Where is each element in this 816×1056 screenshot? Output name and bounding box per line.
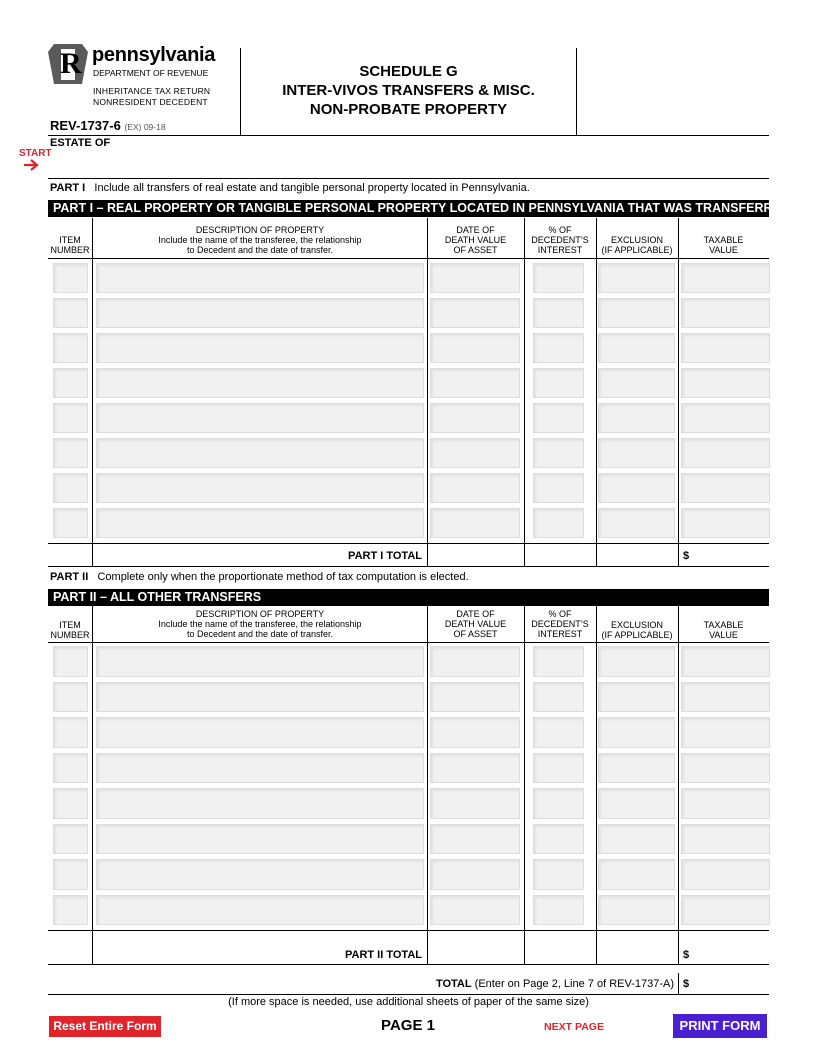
part2-total-rule	[48, 964, 769, 965]
col-tax-line1: TAXABLE	[703, 235, 744, 245]
department-name: DEPARTMENT OF REVENUE	[93, 68, 209, 78]
percent-interest-field[interactable]	[533, 263, 584, 293]
date-of-death-value-field[interactable]	[430, 508, 520, 538]
part2-total-label: PART II TOTAL	[345, 949, 422, 961]
taxable-value-field[interactable]	[681, 753, 770, 784]
exclusion-field[interactable]	[598, 824, 675, 855]
start-label: START	[19, 148, 52, 159]
col-pct-line3: INTEREST	[537, 245, 583, 255]
form-version: (EX) 09-18	[124, 122, 166, 132]
date-of-death-value-field[interactable]	[430, 263, 520, 293]
col-desc-line2-2: Include the name of the transferee, the relationship	[158, 619, 362, 629]
col-item-line1: ITEM	[59, 235, 81, 245]
part2-item-divider	[92, 606, 93, 964]
item-number-field[interactable]	[53, 333, 88, 363]
date-of-death-value-field[interactable]	[430, 895, 520, 926]
part1-col-divider	[524, 218, 525, 566]
percent-interest-field[interactable]	[533, 824, 584, 855]
percent-interest-field[interactable]	[533, 788, 584, 819]
part1-col-divider	[427, 218, 428, 566]
percent-interest-field[interactable]	[533, 403, 584, 433]
grand-total-rule	[48, 994, 769, 995]
col-dod-header	[427, 225, 524, 255]
col-dod-header-2	[427, 609, 524, 639]
col-desc-line2: Include the name of the transferee, the relationship	[158, 235, 362, 245]
grand-total-divider	[678, 973, 679, 994]
date-of-death-value-field[interactable]	[430, 788, 520, 819]
form-number-text: REV-1737-6	[50, 118, 121, 133]
reset-form-button[interactable]: Reset Entire Form	[49, 1016, 161, 1037]
col-excl-line2-2: (IF APPLICABLE)	[601, 630, 673, 640]
date-of-death-value-field[interactable]	[430, 368, 520, 398]
col-tax-line1-2: TAXABLE	[703, 620, 744, 630]
col-dod-line1-2: DATE OF	[456, 609, 495, 619]
item-number-field[interactable]	[53, 753, 88, 784]
taxable-value-field[interactable]	[681, 895, 770, 926]
exclusion-field[interactable]	[598, 859, 675, 890]
description-field[interactable]	[96, 263, 424, 293]
part1-col-divider	[596, 218, 597, 566]
item-number-field[interactable]	[53, 682, 88, 713]
taxable-value-field[interactable]	[681, 368, 770, 398]
taxable-value-field[interactable]	[681, 859, 770, 890]
exclusion-field[interactable]	[598, 298, 675, 328]
description-field[interactable]	[96, 788, 424, 819]
description-field[interactable]	[96, 682, 424, 713]
description-field[interactable]	[96, 298, 424, 328]
grand-total-note: (Enter on Page 2, Line 7 of REV-1737-A)	[474, 978, 674, 990]
taxable-value-field[interactable]	[681, 788, 770, 819]
taxable-value-field[interactable]	[681, 333, 770, 363]
description-field[interactable]	[96, 753, 424, 784]
date-of-death-value-field[interactable]	[430, 298, 520, 328]
description-field[interactable]	[96, 646, 424, 677]
taxable-value-field[interactable]	[681, 403, 770, 433]
part1-col-divider	[678, 218, 679, 566]
date-of-death-value-field[interactable]	[430, 682, 520, 713]
percent-interest-field[interactable]	[533, 859, 584, 890]
grand-total-field[interactable]	[693, 975, 771, 994]
estate-underline	[48, 178, 769, 179]
date-of-death-value-field[interactable]	[430, 473, 520, 503]
col-pct-header-2	[524, 609, 596, 639]
col-desc-line3-2: to Decedent and the date of transfer.	[186, 629, 334, 639]
taxable-value-field[interactable]	[681, 682, 770, 713]
percent-interest-field[interactable]	[533, 646, 584, 677]
description-field[interactable]	[96, 473, 424, 503]
item-number-field[interactable]	[53, 717, 88, 748]
logo-letter: R	[60, 47, 82, 80]
col-pct-line1-2: % OF	[548, 609, 572, 619]
print-form-button[interactable]: PRINT FORM	[673, 1014, 767, 1038]
part1-header-rule	[48, 258, 769, 259]
description-field[interactable]	[96, 333, 424, 363]
exclusion-field[interactable]	[598, 263, 675, 293]
percent-interest-field[interactable]	[533, 473, 584, 503]
col-description-header-2	[93, 609, 427, 639]
page-title	[241, 62, 576, 119]
col-pct-line2-2: DECEDENT’S	[531, 619, 589, 629]
col-dod-line1: DATE OF	[456, 225, 495, 235]
date-of-death-value-field[interactable]	[430, 717, 520, 748]
date-of-death-value-field[interactable]	[430, 646, 520, 677]
description-field[interactable]	[96, 824, 424, 855]
part1-total-currency: $	[683, 550, 690, 562]
title-line-1: SCHEDULE G	[359, 63, 458, 80]
date-of-death-value-field[interactable]	[430, 824, 520, 855]
item-number-field[interactable]	[53, 824, 88, 855]
col-desc-line3: to Decedent and the date of transfer.	[186, 245, 334, 255]
percent-interest-field[interactable]	[533, 298, 584, 328]
col-desc-line1: DESCRIPTION OF PROPERTY	[195, 225, 325, 235]
col-exclusion-header	[596, 235, 678, 255]
item-number-field[interactable]	[53, 859, 88, 890]
grand-total-label: TOTAL	[435, 978, 472, 990]
grand-total-currency: $	[683, 978, 690, 990]
exclusion-field[interactable]	[598, 438, 675, 468]
col-excl-line2: (IF APPLICABLE)	[601, 245, 673, 255]
keystone-logo	[48, 44, 88, 84]
decedent-type: NONRESIDENT DECEDENT	[93, 97, 208, 107]
header-divider-right	[576, 48, 577, 135]
col-dod-line3: OF ASSET	[453, 245, 498, 255]
grand-total	[300, 978, 674, 991]
header-bottom-rule	[48, 135, 769, 136]
item-number-field[interactable]	[53, 263, 88, 293]
exclusion-field[interactable]	[598, 895, 675, 926]
part2-header-rule	[48, 642, 769, 643]
part1-item-divider	[92, 218, 93, 566]
col-item-line2: NUMBER	[50, 245, 90, 255]
taxable-value-field[interactable]	[681, 508, 770, 538]
part2-rows-rule	[48, 930, 769, 931]
page-number: PAGE 1	[381, 1017, 435, 1034]
date-of-death-value-field[interactable]	[430, 438, 520, 468]
item-number-field[interactable]	[53, 368, 88, 398]
col-desc-line1-2: DESCRIPTION OF PROPERTY	[195, 609, 325, 619]
part2-intro-label: PART II	[50, 571, 89, 583]
exclusion-field[interactable]	[598, 333, 675, 363]
col-pct-header	[524, 225, 596, 255]
description-field[interactable]	[96, 368, 424, 398]
taxable-value-field[interactable]	[681, 438, 770, 468]
col-tax-line2-2: VALUE	[709, 630, 738, 640]
part1-intro-text: Include all transfers of real estate and tangible personal property located in Pennsylvania.	[94, 182, 530, 194]
date-of-death-value-field[interactable]	[430, 753, 520, 784]
exclusion-field[interactable]	[598, 473, 675, 503]
item-number-field[interactable]	[53, 403, 88, 433]
exclusion-field[interactable]	[598, 788, 675, 819]
col-excl-line1-2: EXCLUSION	[610, 620, 663, 630]
part2-col-divider	[596, 606, 597, 964]
taxable-value-field[interactable]	[681, 263, 770, 293]
part1-intro-label: PART I	[50, 182, 86, 194]
description-field[interactable]	[96, 895, 424, 926]
taxable-value-field[interactable]	[681, 646, 770, 677]
estate-name-field[interactable]	[110, 150, 769, 174]
part2-col-divider	[524, 606, 525, 964]
taxable-value-field[interactable]	[681, 717, 770, 748]
exclusion-field[interactable]	[598, 717, 675, 748]
percent-interest-field[interactable]	[533, 753, 584, 784]
percent-interest-field[interactable]	[533, 682, 584, 713]
percent-interest-field[interactable]	[533, 508, 584, 538]
date-of-death-value-field[interactable]	[430, 333, 520, 363]
part1-total-label: PART I TOTAL	[348, 550, 422, 562]
exclusion-field[interactable]	[598, 403, 675, 433]
col-item-header-2	[48, 620, 92, 640]
exclusion-field[interactable]	[598, 646, 675, 677]
col-taxable-header-2	[678, 620, 769, 640]
taxable-value-field[interactable]	[681, 473, 770, 503]
col-excl-line1: EXCLUSION	[610, 235, 663, 245]
item-number-field[interactable]	[53, 646, 88, 677]
col-dod-line3-2: OF ASSET	[453, 629, 498, 639]
taxable-value-field[interactable]	[681, 824, 770, 855]
estate-of-label: ESTATE OF	[50, 137, 111, 149]
percent-interest-field[interactable]	[533, 895, 584, 926]
item-number-field[interactable]	[53, 438, 88, 468]
description-field[interactable]	[96, 403, 424, 433]
date-of-death-value-field[interactable]	[430, 859, 520, 890]
exclusion-field[interactable]	[598, 368, 675, 398]
col-taxable-header	[678, 235, 769, 255]
item-number-field[interactable]	[53, 788, 88, 819]
percent-interest-field[interactable]	[533, 717, 584, 748]
item-number-field[interactable]	[53, 473, 88, 503]
part2-intro-text: Complete only when the proportionate method of tax computation is elected.	[97, 571, 469, 583]
part2-title-bar: PART II – ALL OTHER TRANSFERS	[48, 589, 769, 606]
return-type: INHERITANCE TAX RETURN	[93, 86, 211, 96]
form-number	[50, 118, 166, 135]
description-field[interactable]	[96, 859, 424, 890]
description-field[interactable]	[96, 508, 424, 538]
percent-interest-field[interactable]	[533, 333, 584, 363]
part1-total-field[interactable]	[693, 546, 767, 563]
more-space-note: (If more space is needed, use additional sheets of paper of the same size)	[228, 996, 589, 1008]
taxable-value-field[interactable]	[681, 298, 770, 328]
col-dod-line2: DEATH VALUE	[444, 235, 507, 245]
item-number-field[interactable]	[53, 298, 88, 328]
percent-interest-field[interactable]	[533, 438, 584, 468]
part1-total-rule	[48, 566, 769, 567]
part1-rows-rule	[48, 543, 769, 544]
col-dod-line2-2: DEATH VALUE	[444, 619, 507, 629]
exclusion-field[interactable]	[598, 682, 675, 713]
date-of-death-value-field[interactable]	[430, 403, 520, 433]
percent-interest-field[interactable]	[533, 368, 584, 398]
exclusion-field[interactable]	[598, 508, 675, 538]
description-field[interactable]	[96, 438, 424, 468]
col-item-line2-2: NUMBER	[50, 630, 90, 640]
col-pct-line1: % OF	[548, 225, 572, 235]
col-description-header	[93, 225, 427, 255]
part1-title-bar: PART I – REAL PROPERTY OR TANGIBLE PERSONAL PROPERTY LOCATED IN PENNSYLVANIA THAT WAS TRANSFERRED	[48, 200, 769, 217]
part2-col-divider	[427, 606, 428, 964]
part2-total-field[interactable]	[693, 933, 767, 961]
col-pct-line2: DECEDENT’S	[531, 235, 589, 245]
part2-intro	[50, 571, 469, 584]
part2-col-divider	[678, 606, 679, 964]
title-line-2: INTER-VIVOS TRANSFERS & MISC.	[282, 82, 535, 99]
part1-intro	[50, 182, 530, 195]
description-field[interactable]	[96, 717, 424, 748]
col-tax-line2: VALUE	[709, 245, 738, 255]
part2-total-currency: $	[683, 949, 690, 961]
col-item-line1-2: ITEM	[59, 620, 81, 630]
col-exclusion-header-2	[596, 620, 678, 640]
start-arrow-icon	[23, 158, 39, 170]
title-line-3: NON-PROBATE PROPERTY	[309, 101, 508, 118]
col-pct-line3-2: INTEREST	[537, 629, 583, 639]
item-number-field[interactable]	[53, 508, 88, 538]
col-item-header	[48, 235, 92, 255]
exclusion-field[interactable]	[598, 753, 675, 784]
item-number-field[interactable]	[53, 895, 88, 926]
brand-name: pennsylvania	[92, 44, 216, 66]
next-page-link[interactable]: NEXT PAGE	[544, 1021, 604, 1033]
